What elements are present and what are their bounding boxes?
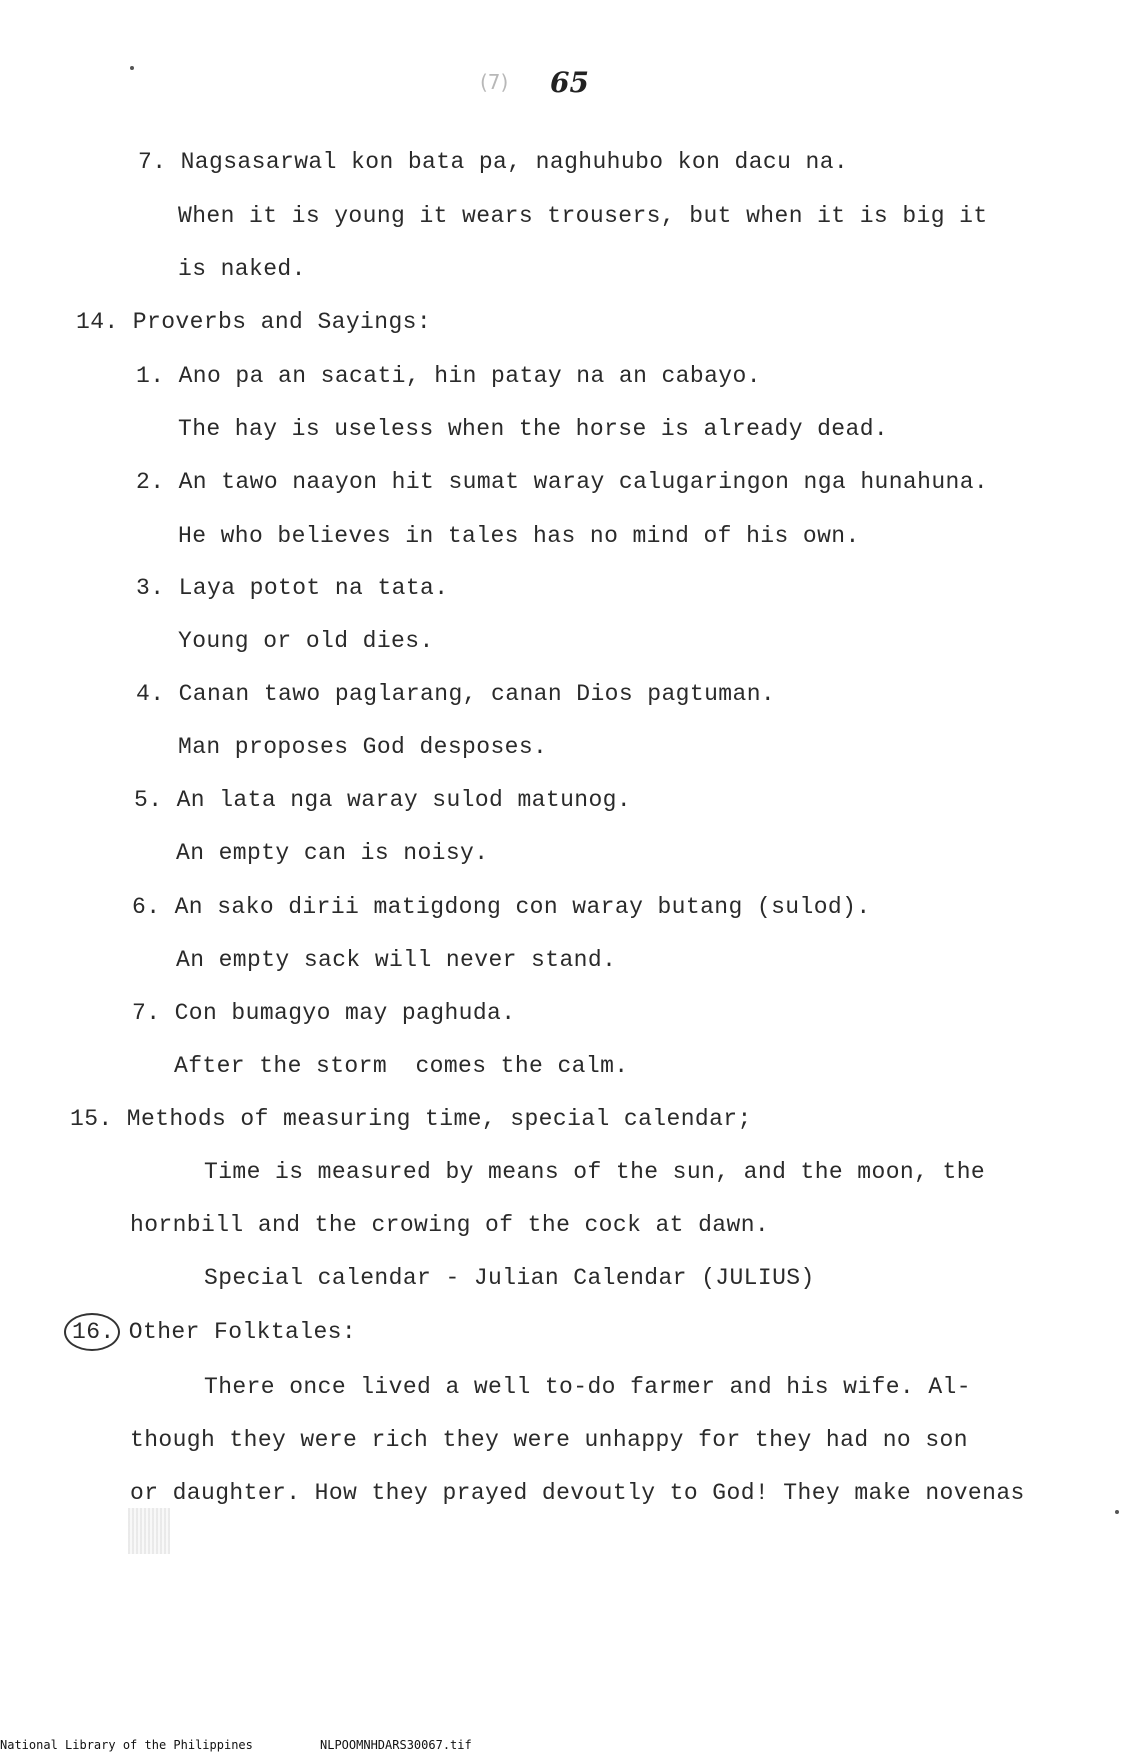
section-14-heading: 14. Proverbs and Sayings: (76, 309, 432, 335)
footer-library: National Library of the Philippines (0, 1738, 253, 1752)
proverb-7-translation: After the storm comes the calm. (174, 1053, 629, 1079)
riddle-7-translation-cont: is naked. (178, 256, 306, 282)
proverb-3-translation: Young or old dies. (178, 628, 434, 654)
scan-smudge (128, 1508, 170, 1554)
proverb-5-translation: An empty can is noisy. (176, 840, 489, 866)
proverb-7: 7. Con bumagyo may paghuda. (132, 1000, 516, 1026)
proverb-3: 3. Laya potot na tata. (136, 575, 449, 601)
folktale-line-3: or daughter. How they prayed devoutly to God! They make novenas (130, 1480, 1025, 1506)
section-16-heading: 16. Other Folktales: (72, 1319, 357, 1345)
proverb-5: 5. An lata nga waray sulod matunog. (134, 787, 632, 813)
proverb-6: 6. An sako dirii matigdong con waray butang (sulod). (132, 894, 871, 920)
proverb-2: 2. An tawo naayon hit sumat waray calugaringon nga hunahuna. (136, 469, 989, 495)
faint-page-number: (7) (480, 70, 509, 94)
scan-speck (1115, 1510, 1119, 1514)
riddle-7-translation: When it is young it wears trousers, but when it is big it (178, 203, 988, 229)
proverb-2-translation: He who believes in tales has no mind of his own. (178, 523, 860, 549)
section-15-heading: 15. Methods of measuring time, special calendar; (70, 1106, 752, 1132)
handwritten-page-number: 65 (550, 66, 589, 99)
footer-filename: NLPOOMNHDARS30067.tif (320, 1738, 472, 1752)
proverb-6-translation: An empty sack will never stand. (176, 947, 617, 973)
section-15-body-3: Special calendar - Julian Calendar (JULIUS) (204, 1265, 815, 1291)
proverb-4: 4. Canan tawo paglarang, canan Dios pagtuman. (136, 681, 776, 707)
riddle-7-text: 7. Nagsasarwal kon bata pa, naghuhubo kon dacu na. (138, 149, 849, 175)
folktale-line-1: There once lived a well to-do farmer and his wife. Al- (204, 1374, 971, 1400)
proverb-4-translation: Man proposes God desposes. (178, 734, 548, 760)
proverb-1: 1. Ano pa an sacati, hin patay na an cabayo. (136, 363, 761, 389)
proverb-1-translation: The hay is useless when the horse is already dead. (178, 416, 889, 442)
section-15-body-1: Time is measured by means of the sun, and the moon, the (204, 1159, 986, 1185)
scan-speck (130, 66, 134, 70)
folktale-line-2: though they were rich they were unhappy for they had no son (130, 1427, 968, 1453)
section-15-body-2: hornbill and the crowing of the cock at dawn. (130, 1212, 770, 1238)
